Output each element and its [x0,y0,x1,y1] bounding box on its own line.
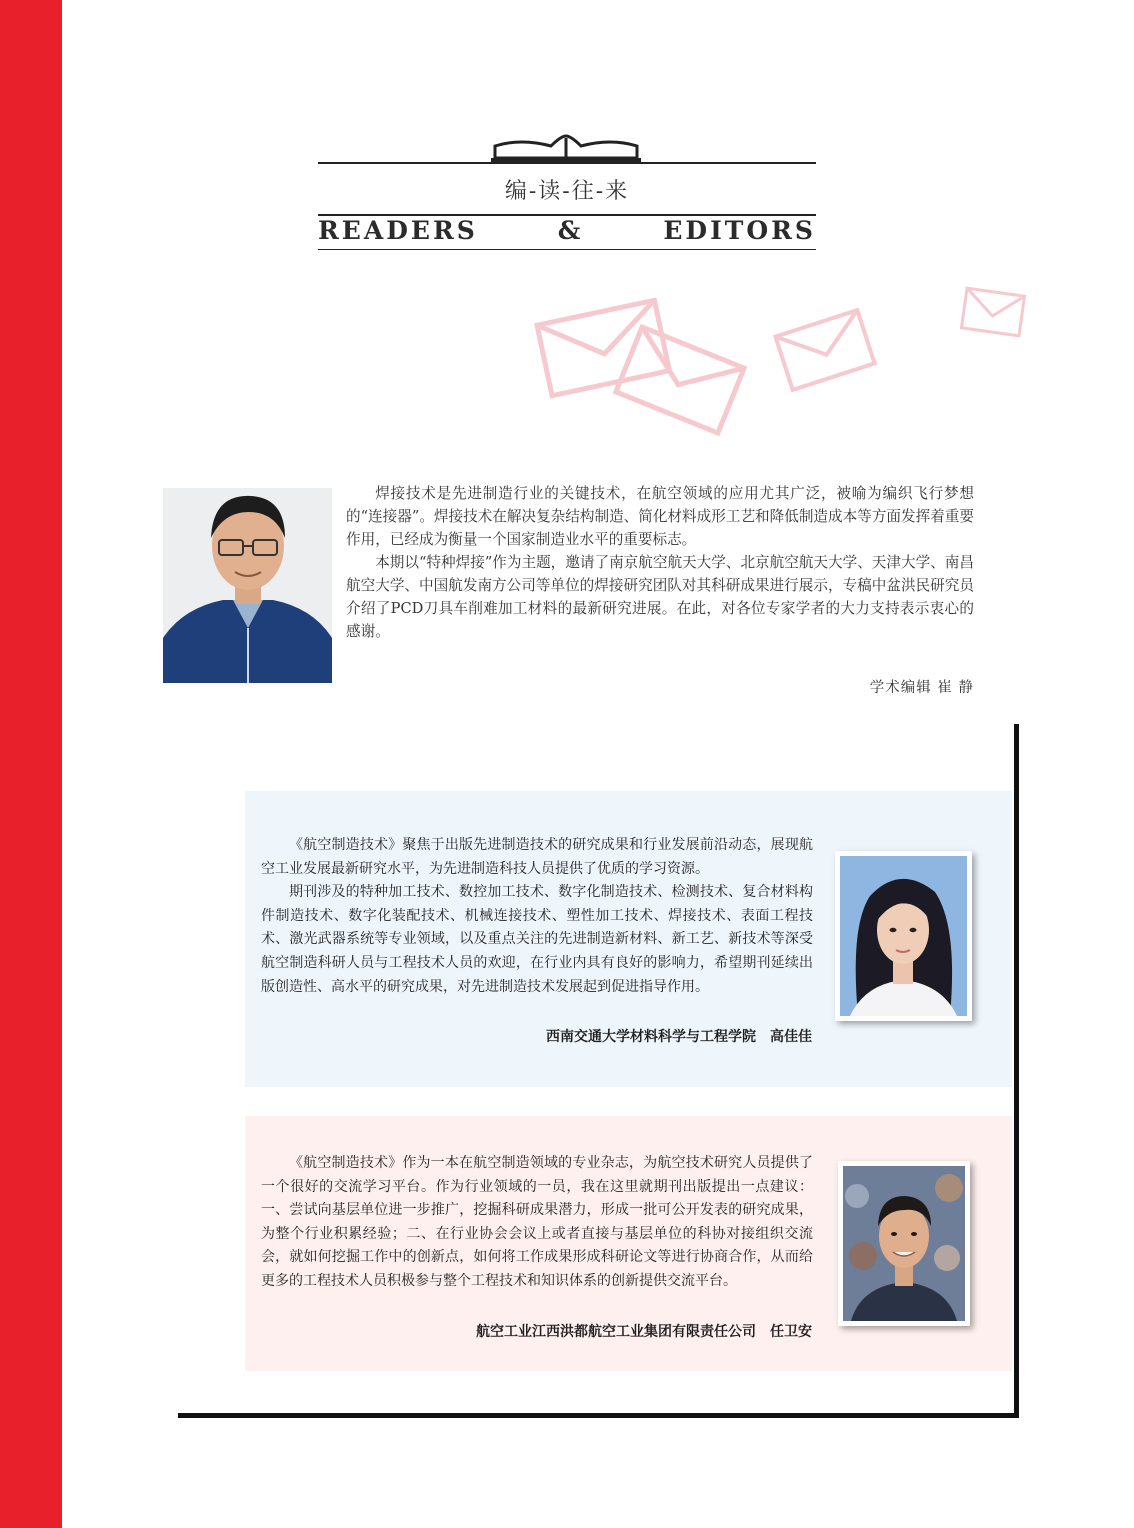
reader-letter-card [245,791,1012,1087]
reader-letter-text [261,1152,813,1294]
editor-portrait [163,488,332,683]
reader-paragraph: 期刊涉及的特种加工技术、数控加工技术、数字化制造技术、检测技术、复合材料构件制造技术、数字化装配技术、机械连接技术、塑性加工技术、焊接技术、表面工程技术、激光武器系统等专业领域，以及重点关注的先进制造新材料、新工艺、新技术等深受航空制造科研人员与工程技术人员的欢迎，在行业内具有良好的影响力，希望期刊延续出版创造性、高水平的研究成果，对先进制造技术发展起到促进指导作用。 [261,884,813,995]
header-rule-bottom [318,249,816,250]
reader-paragraph: 《航空制造技术》聚焦于出版先进制造技术的研究成果和行业发展前沿动态，展现航空工业发展最新研究水平，为先进制造科技人员提供了优质的学习资源。 [261,837,813,877]
editor-paragraph: 焊接技术是先进制造行业的关键技术，在航空领域的应用尤其广泛，被喻为编织飞行梦想的“连接器”。焊接技术在解决复杂结构制造、简化材料成形工艺和降低制造成本等方面发挥着重要作用，已经成为衡量一个国家制造业水平的重要标志。 [346,485,974,548]
editor-signature: 学术编辑 崔 静 [869,680,974,696]
header-rule-top [318,162,816,164]
reader-portrait [835,851,972,1021]
frame-line-bottom [178,1413,1019,1418]
envelope-icon [958,284,1028,340]
reader-signature: 西南交通大学材料科学与工程学院 高佳佳 [546,1029,812,1045]
section-title-cn: 编-读-往-来 [504,179,630,204]
red-side-bar [0,0,62,1528]
reader-paragraph: 《航空制造技术》作为一本在航空制造领域的专业杂志，为航空技术研究人员提供了一个很好的交流学习平台。作为行业领域的一员，我在这里就期刊出版提出一点建议：一、尝试向基层单位进一步推广，挖掘科研成果潜力，形成一批可公开发表的研究成果，为整个行业积累经验；二、在行业协会会议上或者直接与基层单位的科协对接组织交流会，就如何挖掘工作中的创新点，如何将工作成果形成科研论文等进行协商合作，从而给更多的工程技术人员积极参与整个工程技术和知识体系的创新提供交流平台。 [261,1155,813,1289]
section-title-en: READERS & EDITORS [318,216,816,245]
editor-paragraph: 本期以“特种焊接”作为主题，邀请了南京航空航天大学、北京航空航天大学、天津大学、南昌航空大学、中国航发南方公司等单位的焊接研究团队对其科研成果进行展示，专稿中盆洪民研究员介绍了PCD刀具车削难加工材料的最新研究进展。在此，对各位专家学者的大力支持表示衷心的感谢。 [346,554,974,640]
editor-letter [346,482,974,643]
frame-line-right [1014,724,1019,1418]
envelope-icon [610,320,750,440]
reader-portrait [838,1161,970,1326]
envelope-icon [770,300,880,400]
reader-letter-text [261,834,813,999]
reader-signature: 航空工业江西洪都航空工业集团有限责任公司 任卫安 [476,1324,812,1340]
reader-letter-card [245,1116,1012,1371]
